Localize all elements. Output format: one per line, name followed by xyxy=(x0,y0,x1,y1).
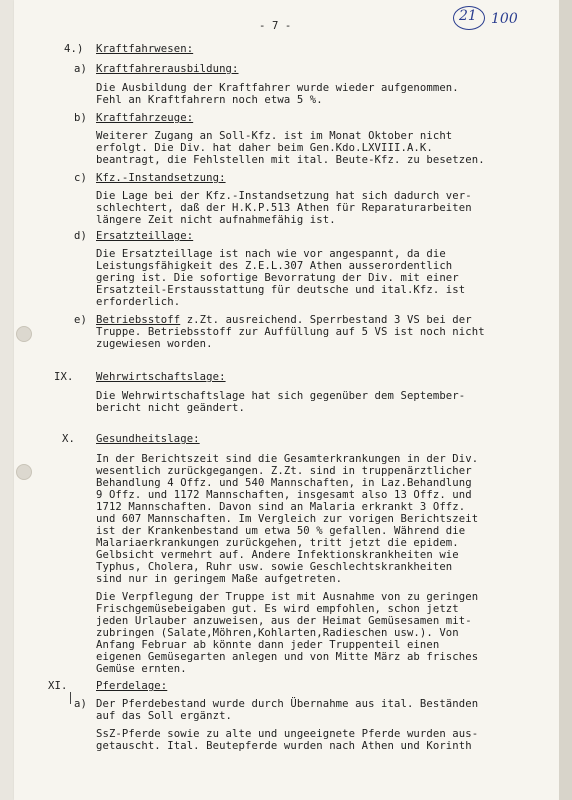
text-line: Weiterer Zugang an Soll-Kfz. ist im Monat Oktober nicht xyxy=(96,130,453,142)
text-line: Anfang Februar ab könnte dann jeder Truppenteil einen xyxy=(96,639,440,651)
text-line: Die Ersatzteillage ist nach wie vor angespannt, da die xyxy=(96,248,446,260)
text-line: Die Wehrwirtschaftslage hat sich gegenüber dem September- xyxy=(96,390,466,402)
text-line: wesentlich zurückgegangen. Z.Zt. sind in truppenärztlicher xyxy=(96,465,472,477)
subsection-label: d) xyxy=(74,230,87,242)
text-line: Malariaerkrankungen zurückgehen, tritt jetzt die epidem. xyxy=(96,537,459,549)
text-line: Die Verpflegung der Truppe ist mit Ausnahme von zu geringen xyxy=(96,591,479,603)
subsection-heading: Ersatzteillage: xyxy=(96,230,194,242)
text-line: zugewiesen worden. xyxy=(96,338,213,350)
text-line: Leistungsfähigkeit des Z.E.L.307 Athen ausserordentlich xyxy=(96,260,453,272)
page-edge xyxy=(559,0,572,800)
handwritten-number: 100 xyxy=(491,11,518,27)
text-line: und 607 Mannschaften. Im Vergleich zur vorigen Berichtszeit xyxy=(96,513,479,525)
section-label: 4.) xyxy=(64,43,84,55)
text-line: erforderlich. xyxy=(96,296,181,308)
text-line: erfolgt. Die Div. hat daher beim Gen.Kdo.LXVIII.A.K. xyxy=(96,142,433,154)
text-line: längere Zeit nicht aufnahmefähig ist. xyxy=(96,214,336,226)
text-line: schlechtert, daß der H.K.P.513 Athen für Reparaturarbeiten xyxy=(96,202,472,214)
text-line: Der Pferdebestand wurde durch Übernahme aus ital. Beständen xyxy=(96,698,479,710)
text-line: bericht nicht geändert. xyxy=(96,402,245,414)
text-line: Frischgemüsebeigaben gut. Es wird empfohlen, schon jetzt xyxy=(96,603,459,615)
text-line: jeden Urlauber anzuweisen, aus der Heimat Gemüsesamen mit- xyxy=(96,615,472,627)
punch-hole xyxy=(16,464,32,480)
subsection-heading: Kraftfahrerausbildung: xyxy=(96,63,239,75)
subsection-heading: Betriebsstoff xyxy=(96,314,181,326)
text-line: beantragt, die Fehlstellen mit ital. Beute-Kfz. zu besetzen. xyxy=(96,154,485,166)
text-line: Typhus, Cholera, Ruhr usw. sowie Geschlechtskrankheiten xyxy=(96,561,453,573)
section-heading: Kraftfahrwesen: xyxy=(96,43,194,55)
pencil-mark xyxy=(70,692,71,704)
subsection-heading: Kraftfahrzeuge: xyxy=(96,112,194,124)
handwritten-circled-number: 21 xyxy=(459,8,477,24)
subsection-label: a) xyxy=(74,63,87,75)
subsection-label: e) xyxy=(74,314,87,326)
subsection-line xyxy=(96,314,472,326)
text-line: SsZ-Pferde sowie zu alte und ungeeignete Pferde wurden aus- xyxy=(96,728,479,740)
text-line: Die Lage bei der Kfz.-Instandsetzung hat sich dadurch ver- xyxy=(96,190,472,202)
punch-hole xyxy=(16,326,32,342)
text-line: eigenen Gemüsegarten anlegen und von Mitte März ab frisches xyxy=(96,651,479,663)
text-line: getauscht. Ital. Beutepferde wurden nach Athen und Korinth xyxy=(96,740,472,752)
text-line: Truppe. Betriebsstoff zur Auffüllung auf 5 VS ist noch nicht xyxy=(96,326,485,338)
text-fragment: z.Zt. ausreichend. Sperrbestand 3 VS bei der xyxy=(180,314,472,326)
text-line: Ersatzteil-Erstausstattung für deutsche und ital.Kfz. ist xyxy=(96,284,466,296)
text-line: gering ist. Die sofortige Bevorratung der Div. mit einer xyxy=(96,272,459,284)
text-line: In der Berichtszeit sind die Gesamterkrankungen in der Div. xyxy=(96,453,479,465)
text-line: ist der Krankenbestand um etwa 50 % gefallen. Während die xyxy=(96,525,466,537)
text-line: Fehl an Kraftfahrern noch etwa 5 %. xyxy=(96,94,323,106)
section-heading: Gesundheitslage: xyxy=(96,433,200,445)
section-label: X. xyxy=(62,433,75,445)
text-line: Behandlung 4 Offz. und 540 Mannschaften, in Laz.Behandlung xyxy=(96,477,472,489)
page-number: - 7 - xyxy=(259,20,292,32)
text-line: zubringen (Salate,Möhren,Kohlarten,Radieschen usw.). Von xyxy=(96,627,459,639)
subsection-label: b) xyxy=(74,112,87,124)
text-line: Gemüse ernten. xyxy=(96,663,187,675)
subsection-label: a) xyxy=(74,698,87,710)
text-line: 9 Offz. und 1172 Mannschaften, insgesamt also 13 Offz. und xyxy=(96,489,472,501)
text-line: Gelbsicht vermehrt auf. Andere Infektionskrankheiten wie xyxy=(96,549,459,561)
section-label: IX. xyxy=(54,371,74,383)
section-label: XI. xyxy=(48,680,68,692)
section-heading: Pferdelage: xyxy=(96,680,168,692)
section-heading: Wehrwirtschaftslage: xyxy=(96,371,226,383)
text-line: Die Ausbildung der Kraftfahrer wurde wieder aufgenommen. xyxy=(96,82,459,94)
subsection-label: c) xyxy=(74,172,87,184)
subsection-heading: Kfz.-Instandsetzung: xyxy=(96,172,226,184)
text-line: sind nur in geringem Maße aufgetreten. xyxy=(96,573,343,585)
text-line: auf das Soll ergänzt. xyxy=(96,710,233,722)
text-line: 1712 Mannschaften. Davon sind an Malaria erkrankt 3 Offz. xyxy=(96,501,466,513)
